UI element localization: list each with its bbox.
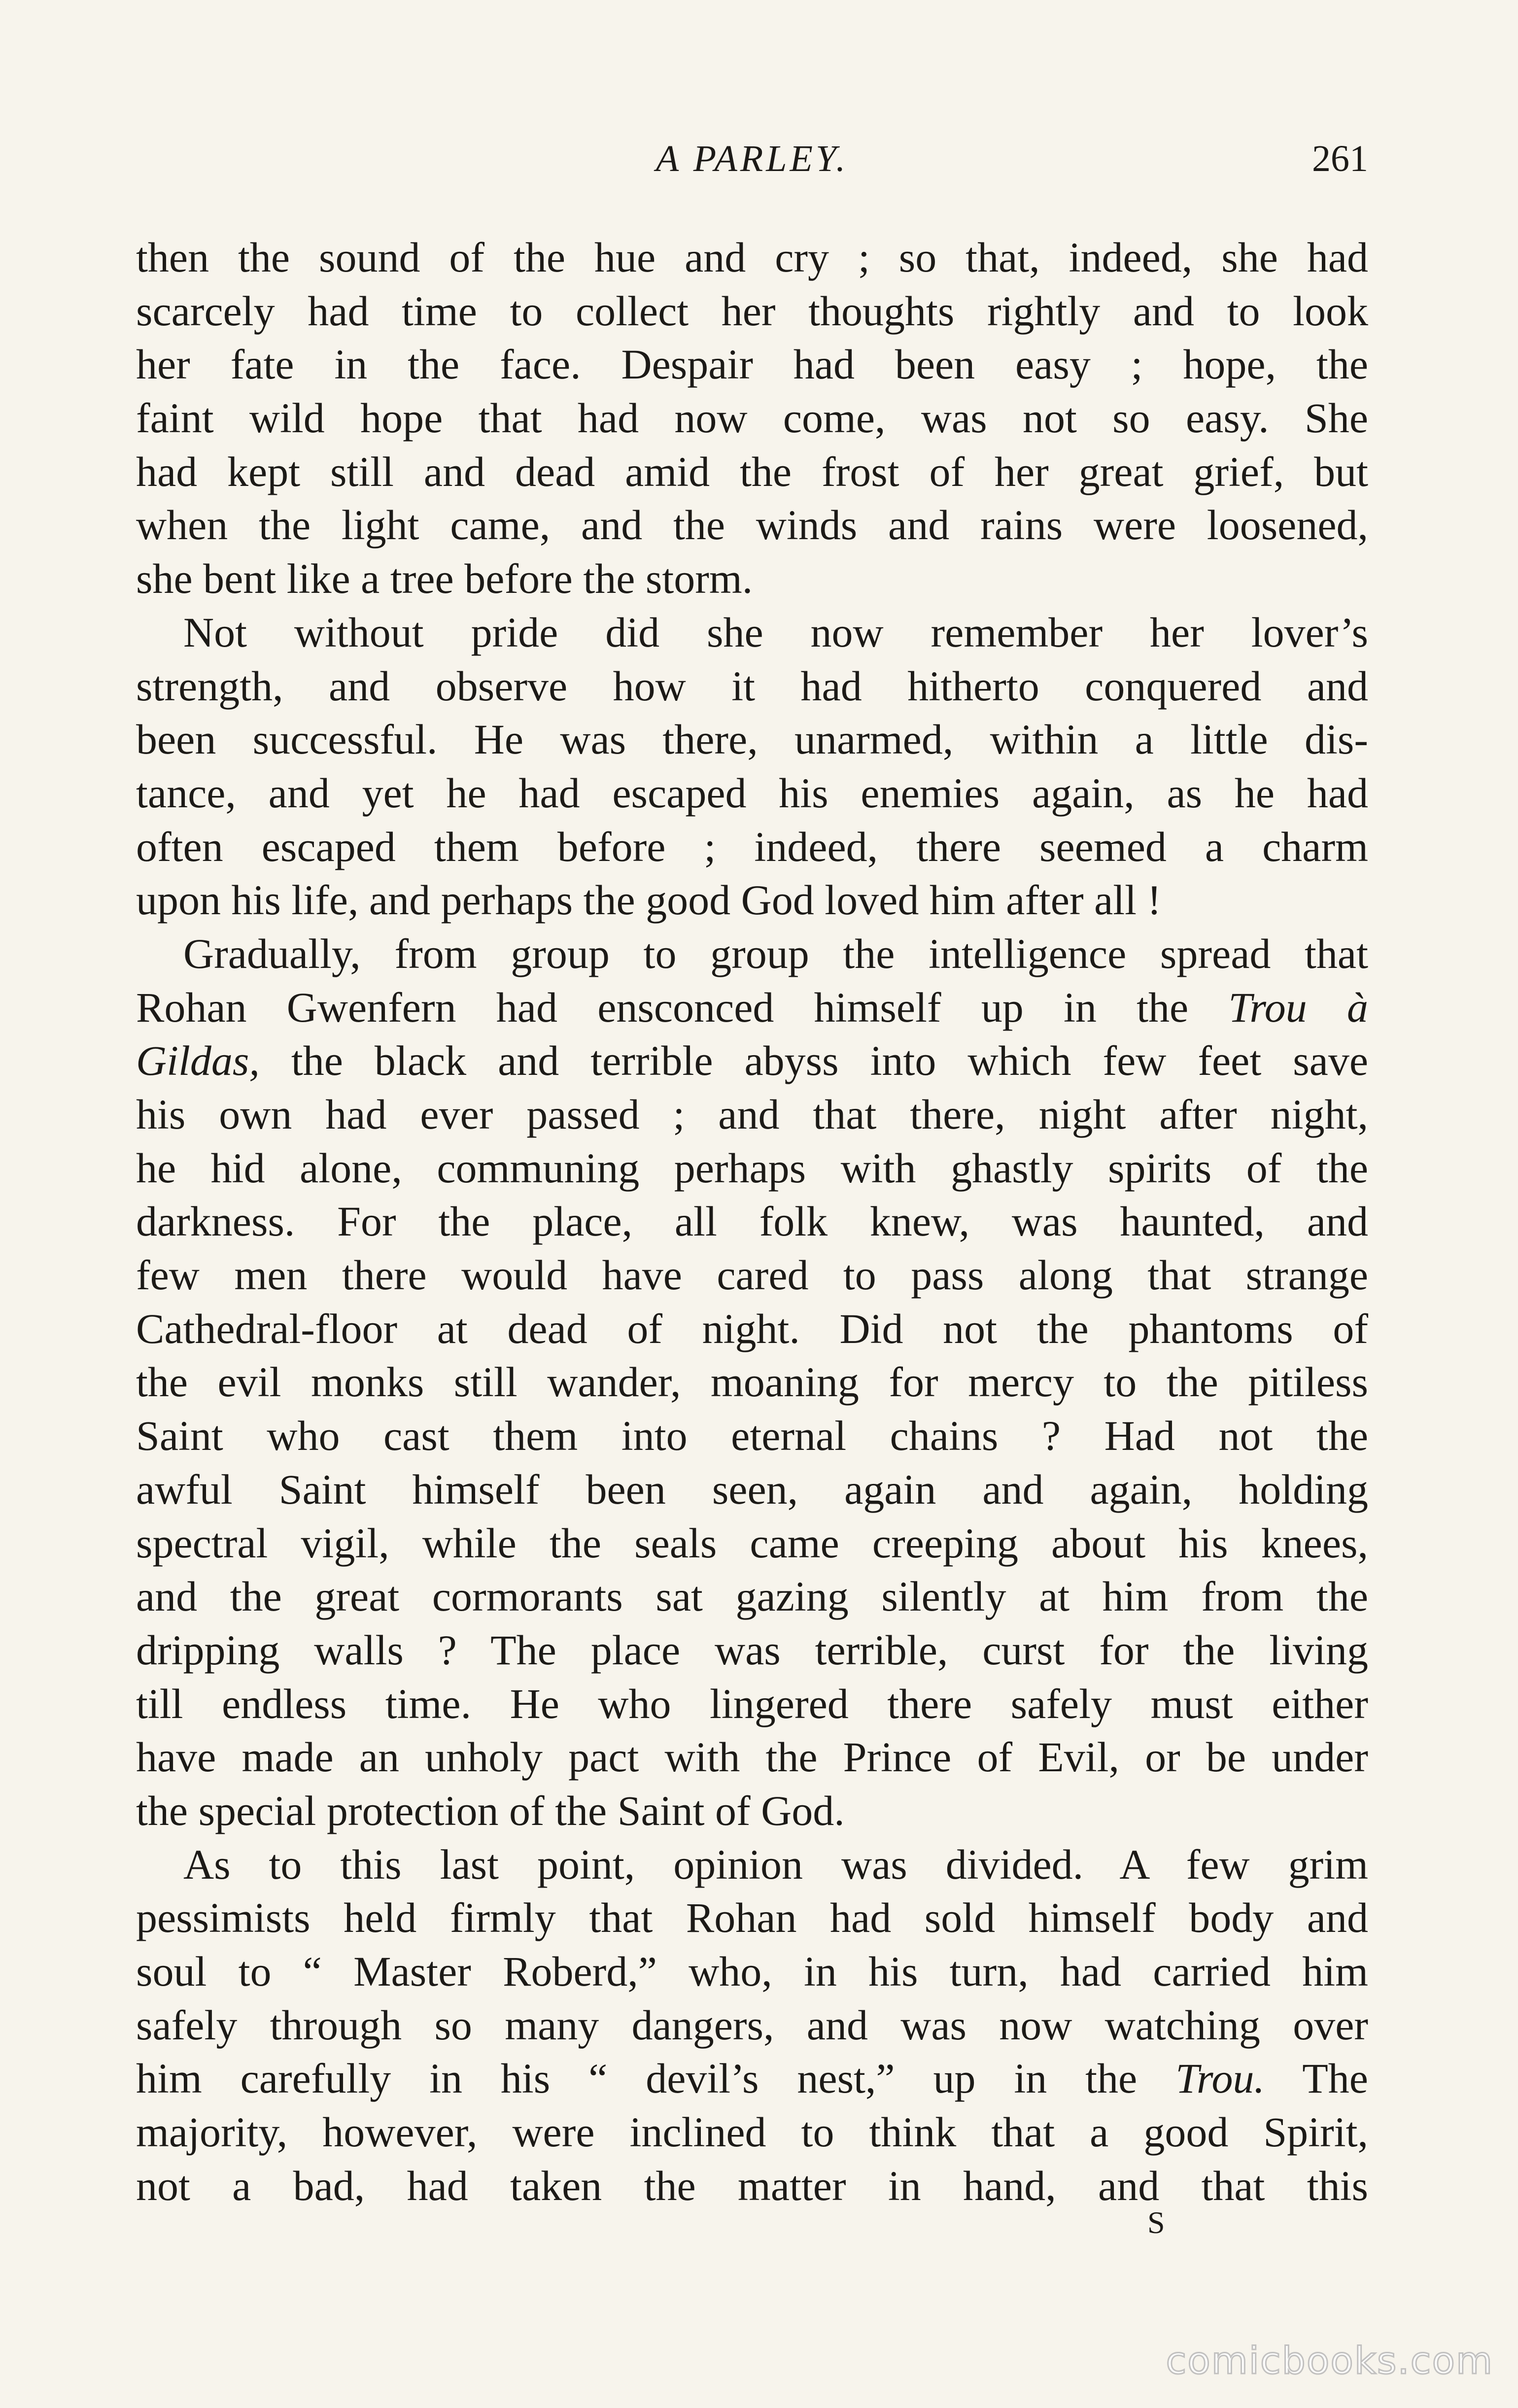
text-segment: the special protection of the Saint of God. [136,1787,845,1834]
text-line [136,1945,1368,1998]
text-line [136,713,1368,766]
text-line [136,498,1368,552]
text-segment: scarcely had time to collect her thoughts rightly and to look [136,287,1368,335]
text-line [136,1730,1368,1784]
text-line [136,659,1368,713]
text-line [136,927,1368,981]
text-segment: Not without pride did she now remember her lover’s [183,608,1368,656]
text-segment: she bent like a tree before the storm. [136,555,753,603]
text-line [136,1623,1368,1677]
page-number: 261 [1312,138,1368,179]
text-segment: faint wild hope that had now come, was not so easy. She [136,394,1368,442]
text-segment: when the light came, and the winds and rains were loosened, [136,501,1368,549]
text-segment: Rohan Gwenfern had ensconced himself up in the [136,983,1229,1031]
text-line [136,231,1368,284]
text-line [136,820,1368,874]
italic-text: Gildas, [136,1037,260,1085]
text-line [136,2159,1368,2213]
text-line [136,981,1368,1034]
text-line [136,1516,1368,1570]
text-line [136,1302,1368,1356]
signature-mark: S [1147,2205,1165,2240]
text-line [136,2052,1368,2105]
text-segment: till endless time. He who lingered there safely must either [136,1680,1368,1727]
text-segment: dripping walls ? The place was terrible, curst for the living [136,1626,1368,1674]
text-line [136,1088,1368,1141]
running-head [136,134,1368,183]
text-segment: The [1264,2055,1368,2102]
text-segment: safely through so many dangers, and was now watching over [136,2001,1368,2049]
text-segment: strength, and observe how it had hitherto conquered and [136,662,1368,710]
text-segment: Cathedral-floor at dead of night. Did not the phantoms of [136,1305,1368,1352]
text-line [136,2105,1368,2159]
text-segment: him carefully in his “ devil’s nest,” up in the [136,2055,1176,2102]
text-segment: tance, and yet he had escaped his enemies again, as he had [136,769,1368,817]
text-segment: the black and terrible abyss into which few feet save [259,1037,1368,1085]
text-line [136,1248,1368,1302]
text-segment: have made an unholy pact with the Prince of Evil, or be under [136,1733,1368,1781]
text-segment: darkness. For the place, all folk knew, was haunted, and [136,1198,1368,1245]
text-segment: her fate in the face. Despair had been easy ; hope, the [136,341,1368,388]
text-segment: and the great cormorants sat gazing silently at him from the [136,1573,1368,1620]
text-line [136,766,1368,820]
text-segment: majority, however, were inclined to think that a good Spirit, [136,2108,1368,2156]
text-segment: few men there would have cared to pass along that strange [136,1251,1368,1299]
text-line [136,606,1368,659]
text-segment: often escaped them before ; indeed, there seemed a charm [136,823,1368,870]
text-line [136,1677,1368,1731]
text-segment: Saint who cast them into eternal chains ? Had not the [136,1412,1368,1460]
text-segment: soul to “ Master Roberd,” who, in his turn, had carried him [136,1948,1368,1995]
text-segment: awful Saint himself been seen, again and again, holding [136,1465,1368,1513]
text-line [136,1891,1368,1945]
watermark-logo: comicbooks.com [1166,2339,1493,2382]
text-segment: the evil monks still wander, moaning for mercy to the pitiless [136,1358,1368,1406]
text-line [136,1784,1368,1838]
text-line [136,1409,1368,1463]
text-segment: Gradually, from group to group the intelligence spread that [183,929,1368,977]
text-line [136,1355,1368,1409]
text-line [136,1463,1368,1516]
text-line [136,1838,1368,1892]
text-line [136,1998,1368,2052]
italic-text: Trou à [1228,983,1368,1031]
text-segment: been successful. He was there, unarmed, within a little dis- [136,716,1368,763]
text-segment: his own had ever passed ; and that there, night after night, [136,1091,1368,1138]
text-line [136,1034,1368,1088]
text-segment: he hid alone, communing perhaps with ghastly spirits of the [136,1144,1368,1192]
body-text [136,231,1368,2212]
text-segment: upon his life, and perhaps the good God loved him after all ! [136,876,1162,924]
italic-text: Trou. [1175,2055,1265,2102]
text-line [136,338,1368,391]
text-line [136,391,1368,445]
text-segment: spectral vigil, while the seals came creeping about his knees, [136,1519,1368,1567]
text-segment: pessimists held firmly that Rohan had sold himself body and [136,1894,1368,1942]
text-segment: then the sound of the hue and cry ; so that, indeed, she had [136,234,1368,281]
running-title: A PARLEY. [656,138,849,179]
text-line [136,873,1368,927]
text-line [136,284,1368,338]
text-line [136,1195,1368,1248]
text-segment: As to this last point, opinion was divided. A few grim [183,1840,1368,1888]
text-line [136,445,1368,499]
text-line [136,1570,1368,1623]
text-segment: had kept still and dead amid the frost of her great grief, but [136,447,1368,495]
text-segment: not a bad, had taken the matter in hand, and that this [136,2162,1368,2209]
text-line [136,1141,1368,1195]
text-line [136,552,1368,606]
